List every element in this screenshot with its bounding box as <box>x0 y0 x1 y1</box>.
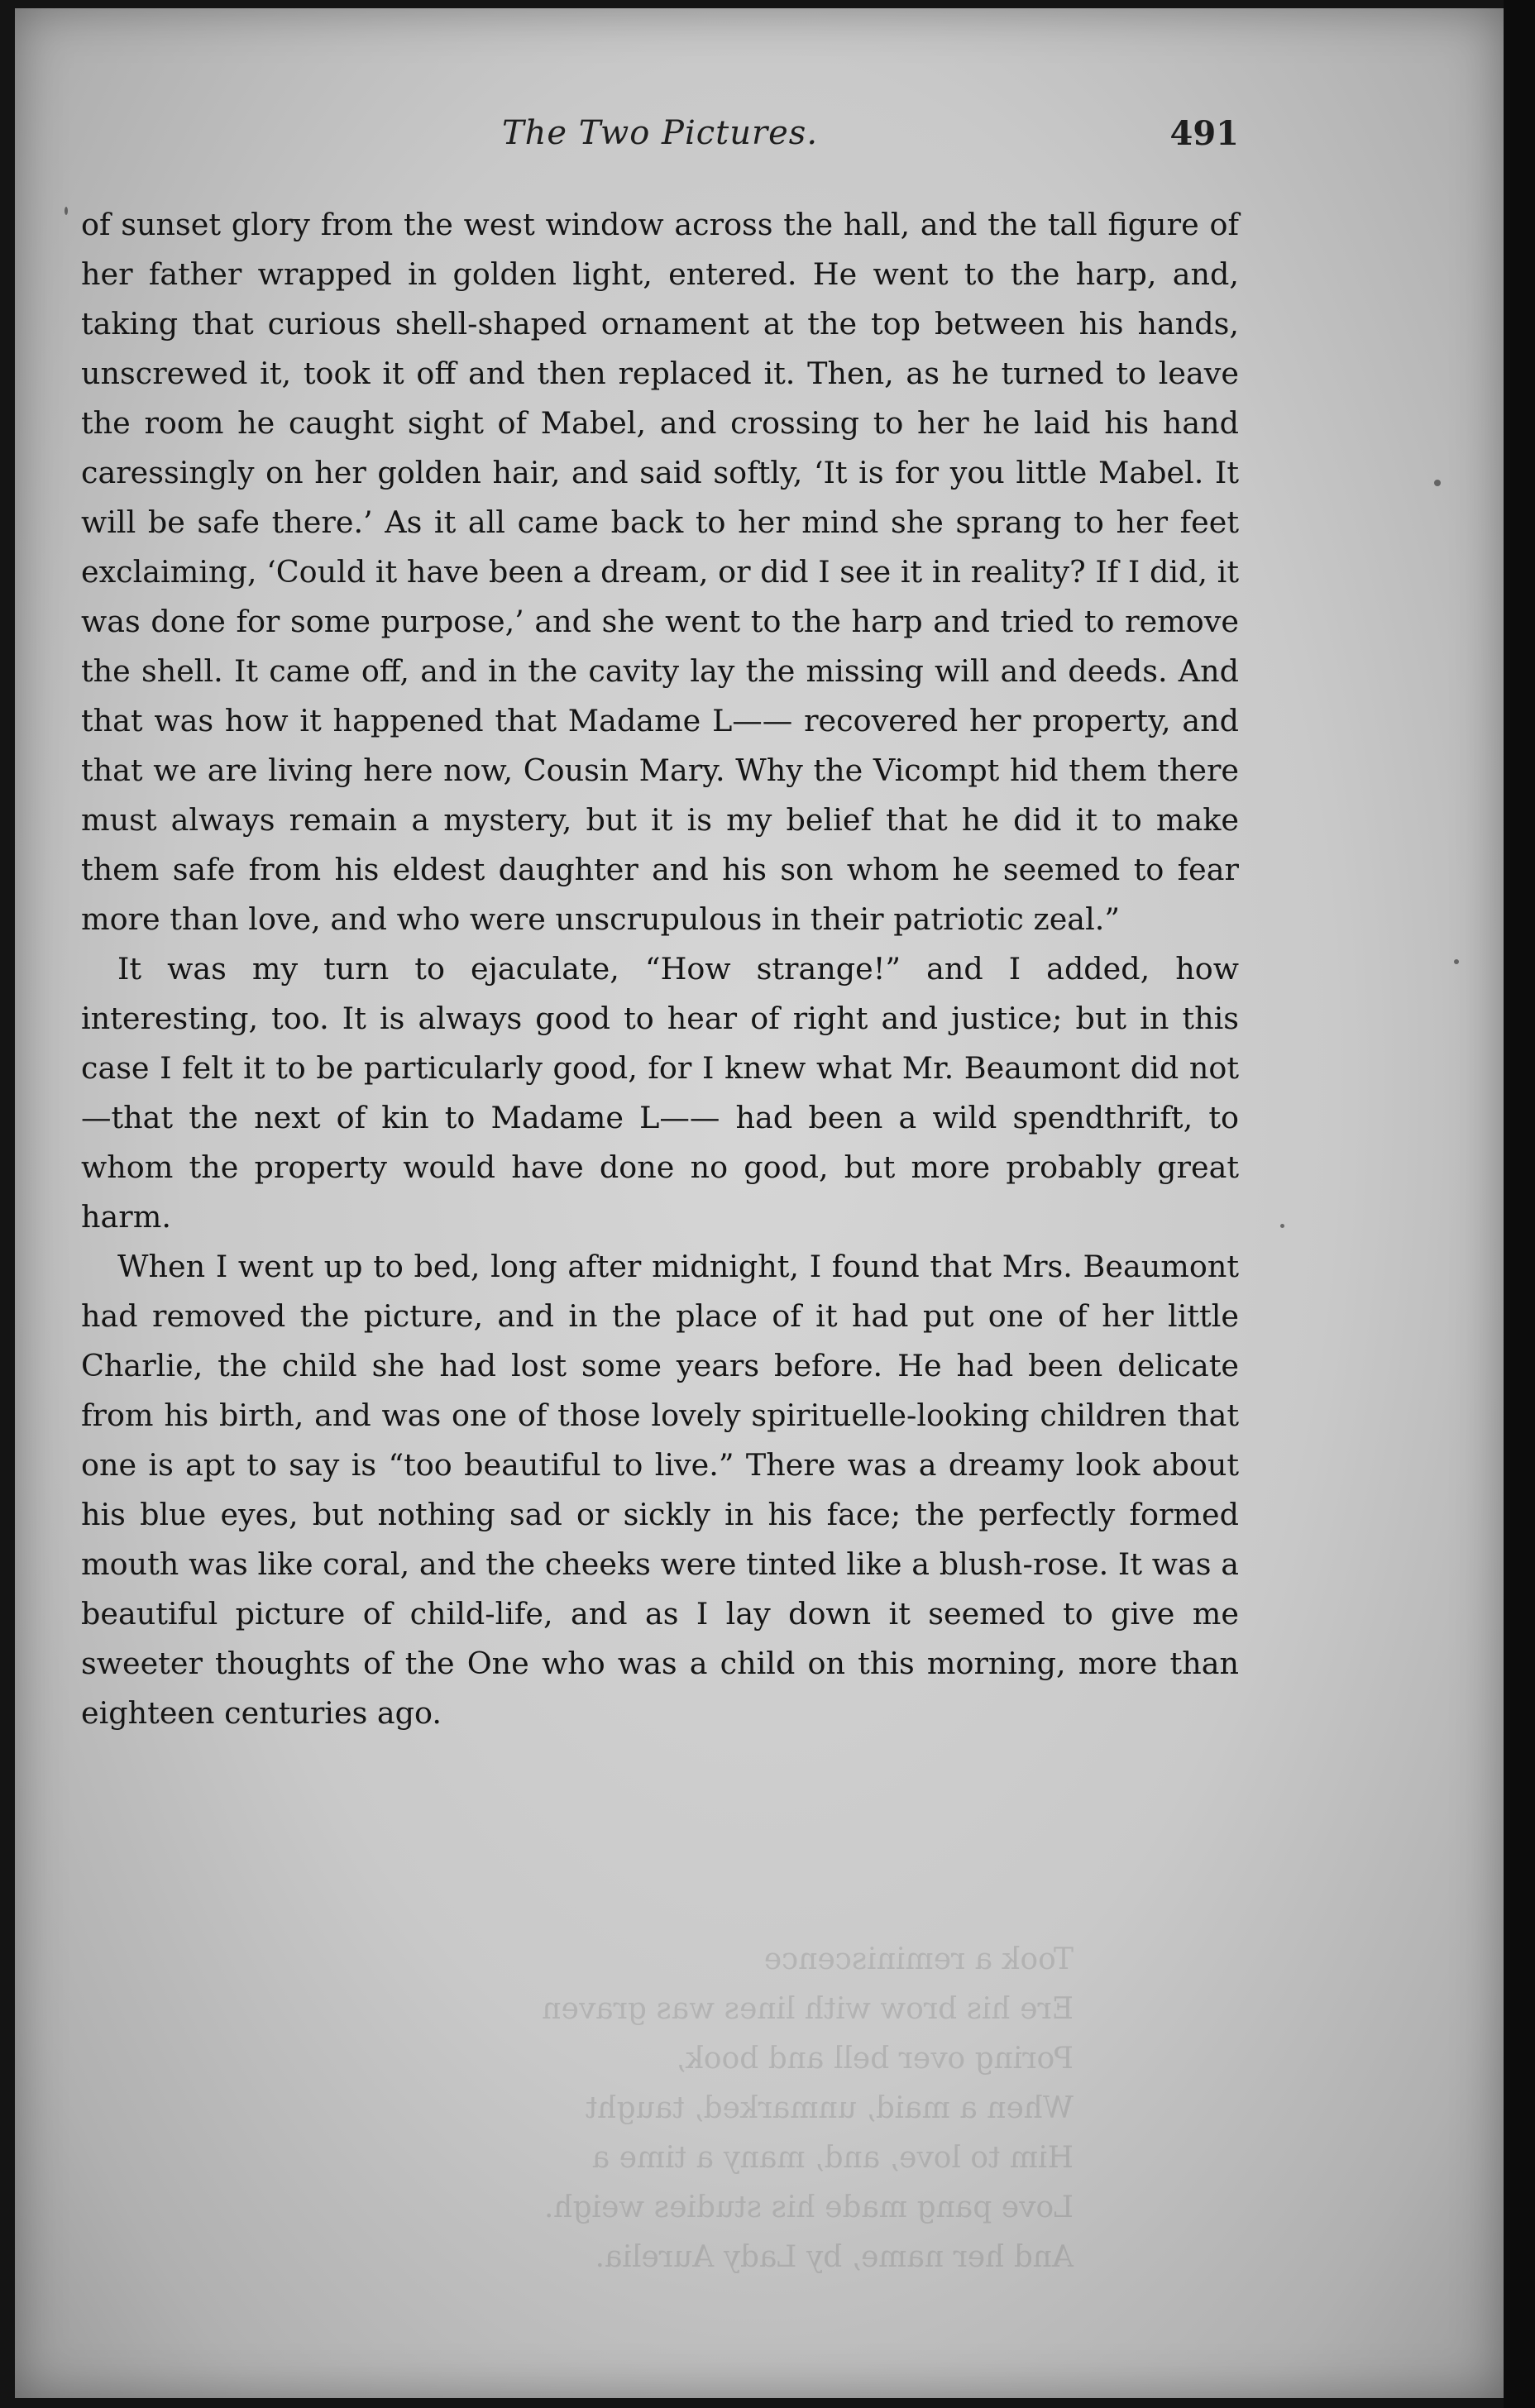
dust-speck <box>65 207 68 215</box>
bleed-line: Ere his brow with lines was graven <box>542 1992 1074 2026</box>
dust-speck <box>1454 959 1459 964</box>
bleed-line: And her name, by Lady Aurelia. <box>595 2240 1074 2274</box>
page-number: 491 <box>1169 114 1239 153</box>
paragraph-continued: of sunset glory from the west window across the hall, and the tall figure of her father wrapped in golden light, entered. He went to the harp, and, taking that curious shell-shaped ornament at the top between his hands, unscrewed it, took it off and then replaced it. Then, as he turned to leave the room he caught sight of Mabel, and crossing to her he laid his hand caressingly on her golden hair, and said softly, ‘It is for you little Mabel. It will be safe there.’ As it all came back to her mind she sprang to her feet exclaiming, ‘Could it have been a dream, or did I see it in reality? If I did, it was done for some purpose,’ and she went to the harp and tried to remove the shell. It came off, and in the cavity lay the missing will and deeds. And that was how it happened that Madame L—— recovered her property, and that we are living here now, Cousin Mary. Why the Vicompt hid them there must always remain a mystery, but it is my belief that he did it to make them safe from his eldest daughter and his son whom he seemed to fear more than love, and who were unscrupulous in their patriotic zeal.” <box>81 207 1239 937</box>
book-page <box>15 8 1504 2398</box>
reverse-side-bleed-through <box>329 1935 1074 2282</box>
scan-edge <box>1504 0 1535 2408</box>
bleed-line: Poring over bell and book, <box>676 2042 1074 2076</box>
dust-speck <box>1434 480 1441 486</box>
bleed-line: When a maid, unmarked, taught <box>585 2091 1074 2125</box>
bleed-line: Him to love, and, many a time a <box>591 2141 1074 2175</box>
paragraph: When I went up to bed, long after midnight, I found that Mrs. Beaumont had removed the picture, and in the place of it had put one of her little Charlie, the child she had lost some years before. He had been delicate from his birth, and was one of those lovely spirituelle-looking children that one is apt to say is “too beautiful to live.” There was a dreamy look about his blue eyes, but nothing sad or sickly in his face; the perfectly formed mouth was like coral, and the cheeks were tinted like a blush-rose. It was a beautiful picture of child-life, and as I lay down it seemed to give me sweeter thoughts of the One who was a child on this morning, more than eighteen centuries ago. <box>81 1249 1239 1731</box>
bleed-line: Love pang made his studies weigh. <box>543 2191 1074 2224</box>
page-header <box>81 114 1239 172</box>
running-title: The Two Pictures. <box>501 114 819 152</box>
dust-speck <box>1280 1224 1284 1228</box>
paragraph: It was my turn to ejaculate, “How strange!” and I added, how interesting, too. It is always good to hear of right and justice; but in this case I felt it to be particularly good, for I knew what Mr. Beaumont did not—that the next of kin to Madame L—— had been a wild spendthrift, to whom the property would have done no good, but more probably great harm. <box>81 951 1239 1235</box>
bleed-line: Took a reminiscence <box>763 1942 1074 1976</box>
body-text <box>81 200 1239 1738</box>
